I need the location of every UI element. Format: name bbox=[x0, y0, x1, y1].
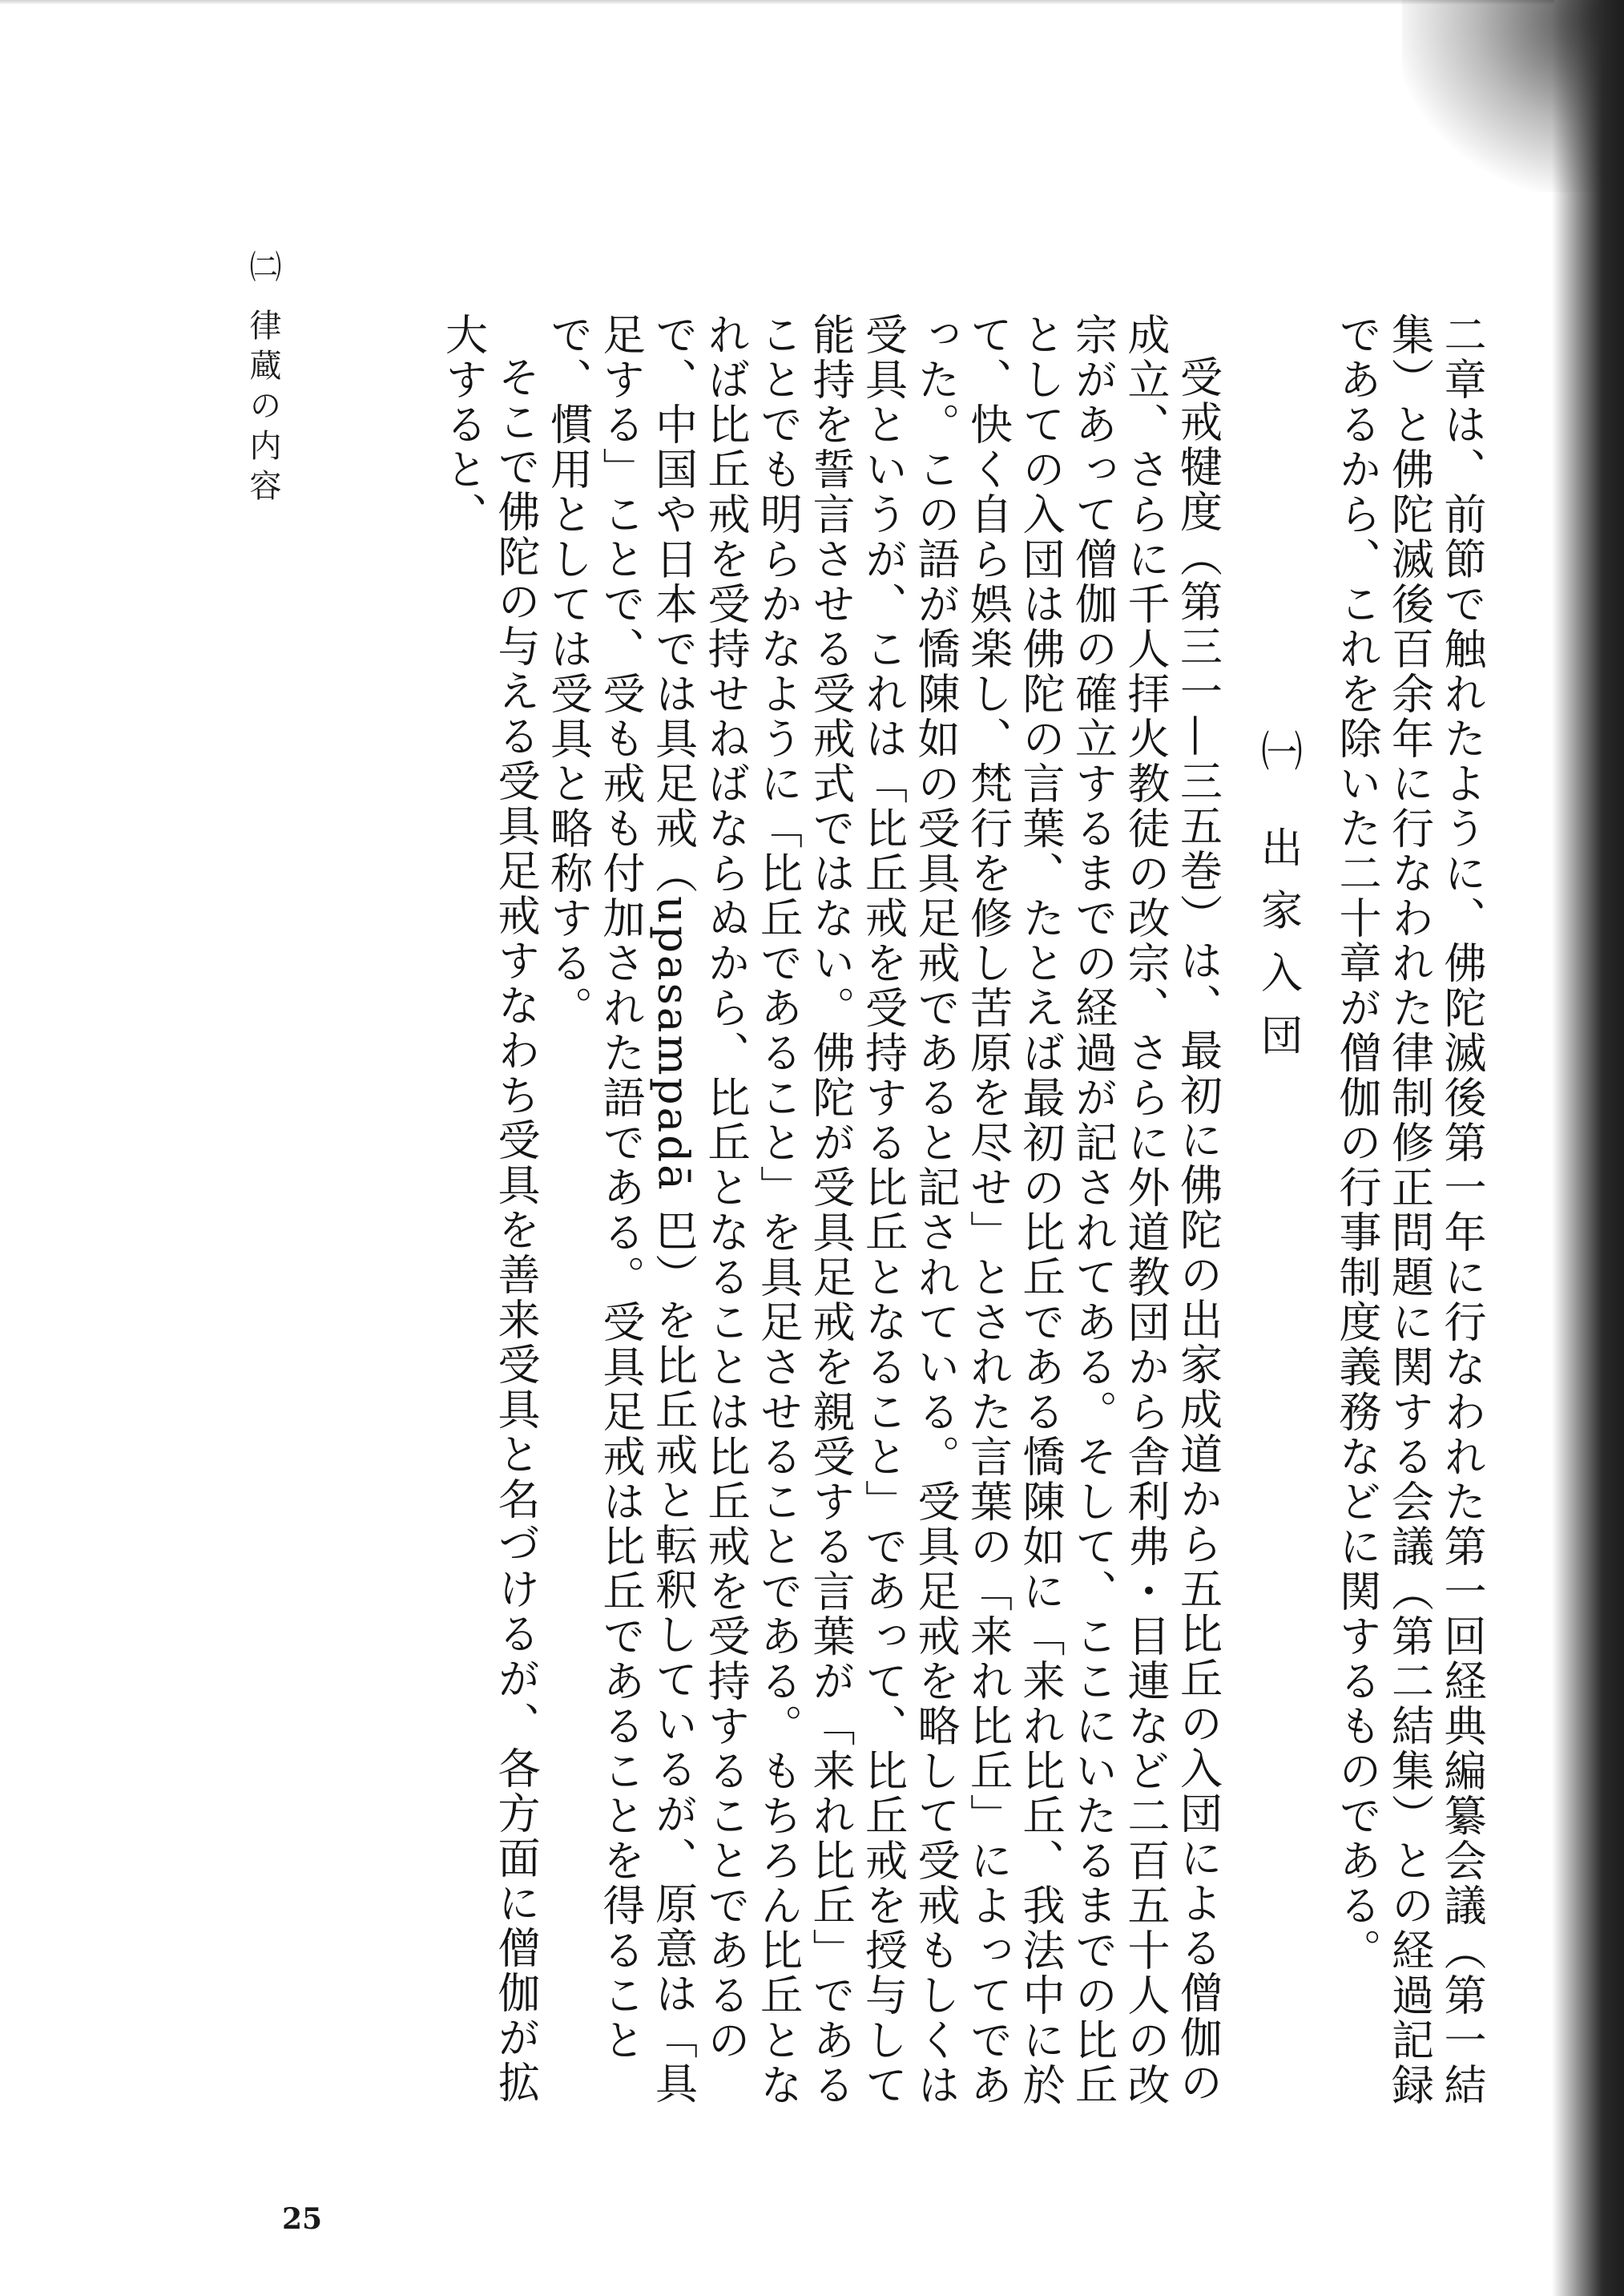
paragraph: 受戒犍度（第三一—三五巻）は、最初に佛陀の出家成道から五比丘の入団による僧伽の成立、さらに千人拝火教徒の改宗、さらに外道教団から舎利弗・目連など二百五十人の改宗があって僧伽の確立するまでの経過が記されてある。そして、ここにいたるまでの比丘としての入団は佛陀の言葉、たとえば最初の比丘である憍陳如に「来れ比丘、我法中に於て、快く自ら娯楽し、梵行を修し苦原を尽せ」とされた言葉の「来れ比丘」によってであった。この語が憍陳如の受具足戒であると記されている。受具足戒を略して受戒もしくは受具というが、これは「比丘戒を受持する比丘となること」であって、比丘戒を授与して能持を誓言させる受戒式ではない。佛陀が受具足戒を親受する言葉が「来れ比丘」であることでも明らかなように「比丘であること」を具足させることである。もちろん比丘となれば比丘戒を受持せねばならぬから、比丘となることは比丘戒を受持することであるので、中国や日本では具足戒（upasampadā 巴）を比丘戒と転釈しているが、原意は「具足する」ことで、受も戒も付加された語である。受具足戒は比丘であることを得ることで、慣用としては受具と略称する。 bbox=[543, 313, 1223, 2108]
scan-edge-shadow bbox=[1552, 0, 1624, 2296]
page-number: 25 bbox=[282, 2202, 323, 2236]
paragraph: そこで佛陀の与える受具足戒すなわち受具を善来受具と名づけるが、各方面に僧伽が拡大すると、 bbox=[438, 313, 540, 2105]
running-header: ㈡ 律蔵の内容 bbox=[244, 250, 281, 509]
body-text bbox=[437, 313, 1488, 2108]
paragraph-continuation: 二章は、前節で触れたように、佛陀滅後第一年に行なわれた第一回経典編纂会議（第一結集）と佛陀滅後百余年に行なわれた律制修正問題に関する会議（第二結集）との経過記録であるから、これを除いた二十章が僧伽の行事制度義務などに関するものである。 bbox=[1332, 313, 1486, 2108]
section-heading: ㈠ 出家入団 bbox=[1253, 729, 1302, 1076]
scan-top-shadow bbox=[0, 0, 1554, 5]
